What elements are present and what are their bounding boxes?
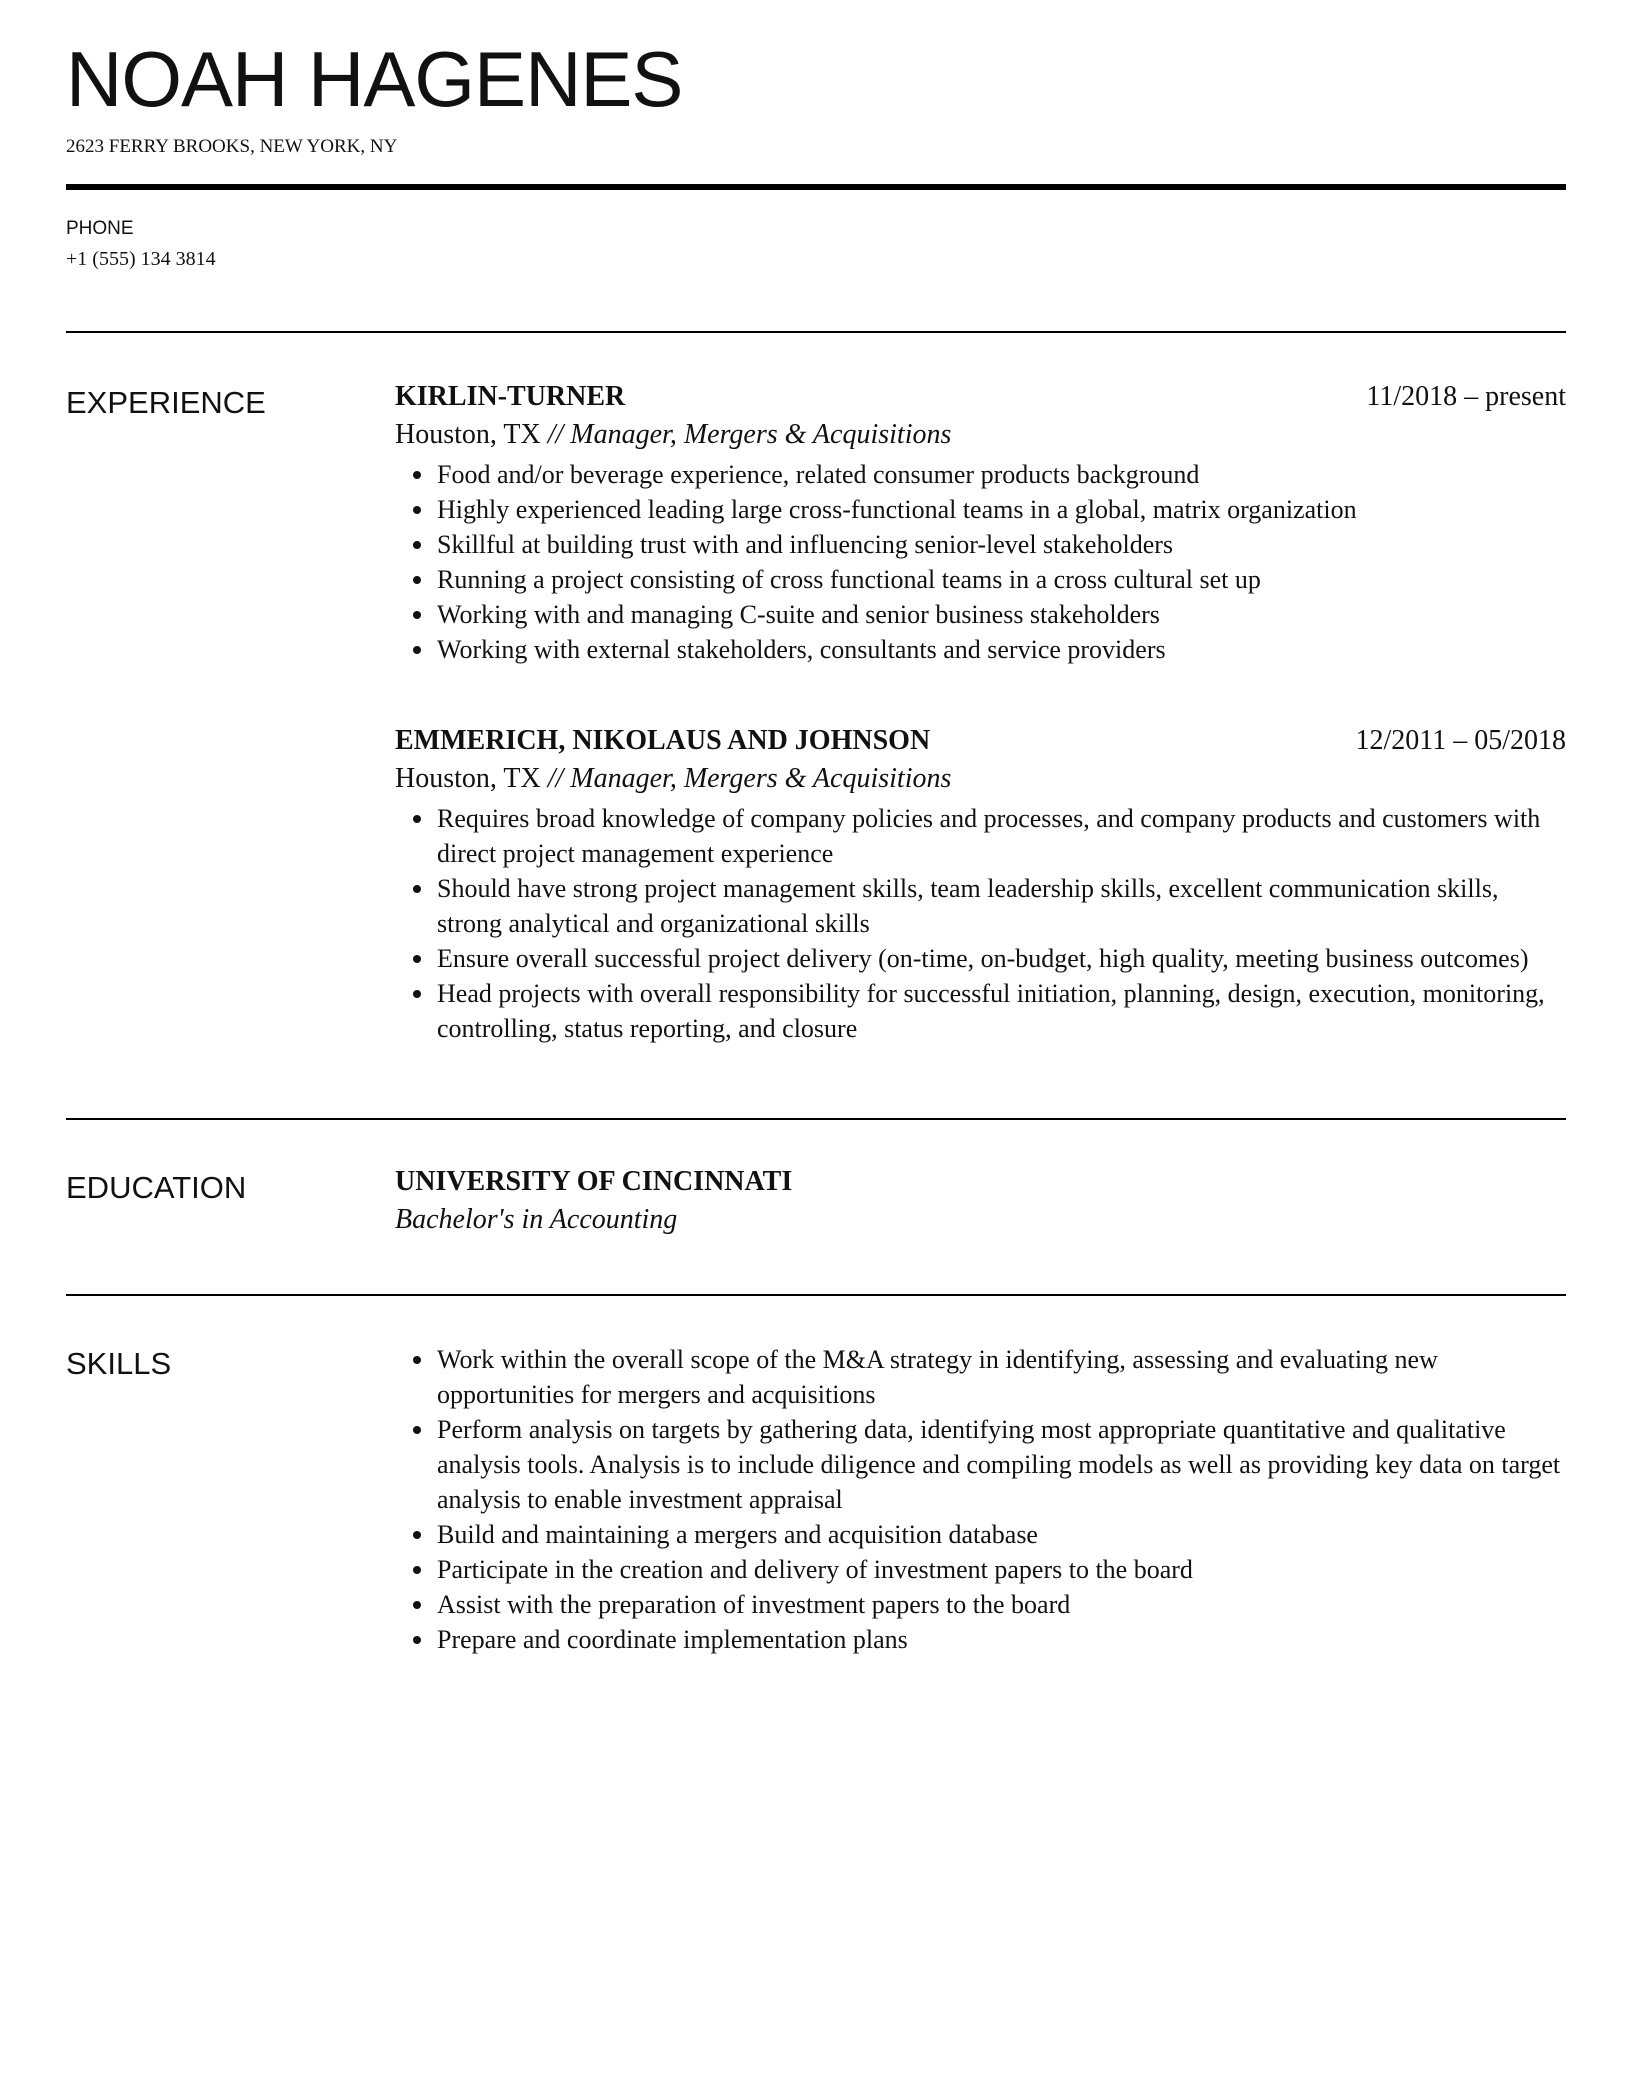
candidate-address: 2623 FERRY BROOKS, NEW YORK, NY xyxy=(66,136,398,157)
list-item: Participate in the creation and delivery of investment papers to the board xyxy=(395,1552,1566,1587)
list-item: Working with external stakeholders, consultants and service providers xyxy=(395,632,1566,667)
job-role: Manager, Mergers & Acquisitions xyxy=(570,763,952,794)
experience-body xyxy=(395,381,1566,1046)
job-location-role xyxy=(395,763,1566,795)
experience-title: EXPERIENCE xyxy=(66,385,266,420)
skills-title: SKILLS xyxy=(66,1346,172,1381)
candidate-name: NOAH HAGENES xyxy=(66,35,683,123)
job-bullets xyxy=(395,457,1566,667)
bullet-icon xyxy=(413,646,421,654)
job-location: Houston, TX xyxy=(395,419,541,450)
list-item: Ensure overall successful project delivery (on-time, on-budget, high quality, meeting business outcomes) xyxy=(395,941,1566,976)
bullet-icon xyxy=(413,1531,421,1539)
list-item: Skillful at building trust with and influencing senior-level stakeholders xyxy=(395,527,1566,562)
list-item: Running a project consisting of cross functional teams in a cross cultural set up xyxy=(395,562,1566,597)
experience-section xyxy=(66,381,1566,1046)
list-item: Food and/or beverage experience, related consumer products background xyxy=(395,457,1566,492)
job-company: KIRLIN-TURNER xyxy=(395,381,626,412)
bullet-icon xyxy=(413,815,421,823)
list-item: Highly experienced leading large cross-functional teams in a global, matrix organization xyxy=(395,492,1566,527)
section-divider xyxy=(66,1294,1566,1296)
list-item: Should have strong project management skills, team leadership skills, excellent communication skills, strong analytical and organizational skills xyxy=(395,871,1566,941)
job-dates: 12/2011 – 05/2018 xyxy=(1355,725,1566,756)
list-item: Working with and managing C-suite and senior business stakeholders xyxy=(395,597,1566,632)
contact-block xyxy=(66,218,1566,271)
list-item: Requires broad knowledge of company policies and processes, and company products and customers with direct project management experience xyxy=(395,801,1566,871)
job-separator: // xyxy=(547,419,571,450)
bullet-icon xyxy=(413,1601,421,1609)
list-item: Work within the overall scope of the M&A strategy in identifying, assessing and evaluating new opportunities for mergers and acquisitions xyxy=(395,1342,1566,1412)
bullet-icon xyxy=(413,885,421,893)
bullet-icon xyxy=(413,576,421,584)
job-location-role xyxy=(395,419,1566,451)
list-item: Prepare and coordinate implementation plans xyxy=(395,1622,1566,1657)
job-entry xyxy=(395,725,1566,1046)
job-separator: // xyxy=(547,763,571,794)
section-divider xyxy=(66,331,1566,333)
list-item: Perform analysis on targets by gathering data, identifying most appropriate quantitative and qualitative analysis tools. Analysis is to include diligence and compiling models as well as providing key data on target analysis to enable investment appraisal xyxy=(395,1412,1566,1517)
job-dates: 11/2018 – present xyxy=(1366,381,1566,412)
job-header xyxy=(395,725,1566,757)
school-name: UNIVERSITY OF CINCINNATI xyxy=(395,1166,793,1197)
job-company: EMMERICH, NIKOLAUS AND JOHNSON xyxy=(395,725,931,756)
bullet-icon xyxy=(413,1636,421,1644)
skills-section xyxy=(66,1342,1566,1657)
header-divider xyxy=(66,184,1566,190)
list-item: Build and maintaining a mergers and acquisition database xyxy=(395,1517,1566,1552)
skills-list xyxy=(395,1342,1566,1657)
degree-name: Bachelor's in Accounting xyxy=(395,1204,678,1235)
job-role: Manager, Mergers & Acquisitions xyxy=(570,419,952,450)
bullet-icon xyxy=(413,955,421,963)
education-section xyxy=(66,1166,1566,1236)
bullet-icon xyxy=(413,990,421,998)
education-body xyxy=(395,1166,1566,1236)
bullet-icon xyxy=(413,506,421,514)
phone-value: +1 (555) 134 3814 xyxy=(66,248,216,270)
job-location: Houston, TX xyxy=(395,763,541,794)
section-divider xyxy=(66,1118,1566,1120)
list-item: Head projects with overall responsibility for successful initiation, planning, design, execution, monitoring, controlling, status reporting, and closure xyxy=(395,976,1566,1046)
bullet-icon xyxy=(413,1426,421,1434)
bullet-icon xyxy=(413,1356,421,1364)
job-header xyxy=(395,381,1566,413)
job-entry xyxy=(395,381,1566,667)
education-title: EDUCATION xyxy=(66,1170,247,1205)
job-bullets xyxy=(395,801,1566,1046)
bullet-icon xyxy=(413,611,421,619)
phone-label: PHONE xyxy=(66,218,134,239)
skills-body xyxy=(395,1342,1566,1657)
bullet-icon xyxy=(413,1566,421,1574)
bullet-icon xyxy=(413,471,421,479)
bullet-icon xyxy=(413,541,421,549)
list-item: Assist with the preparation of investment papers to the board xyxy=(395,1587,1566,1622)
